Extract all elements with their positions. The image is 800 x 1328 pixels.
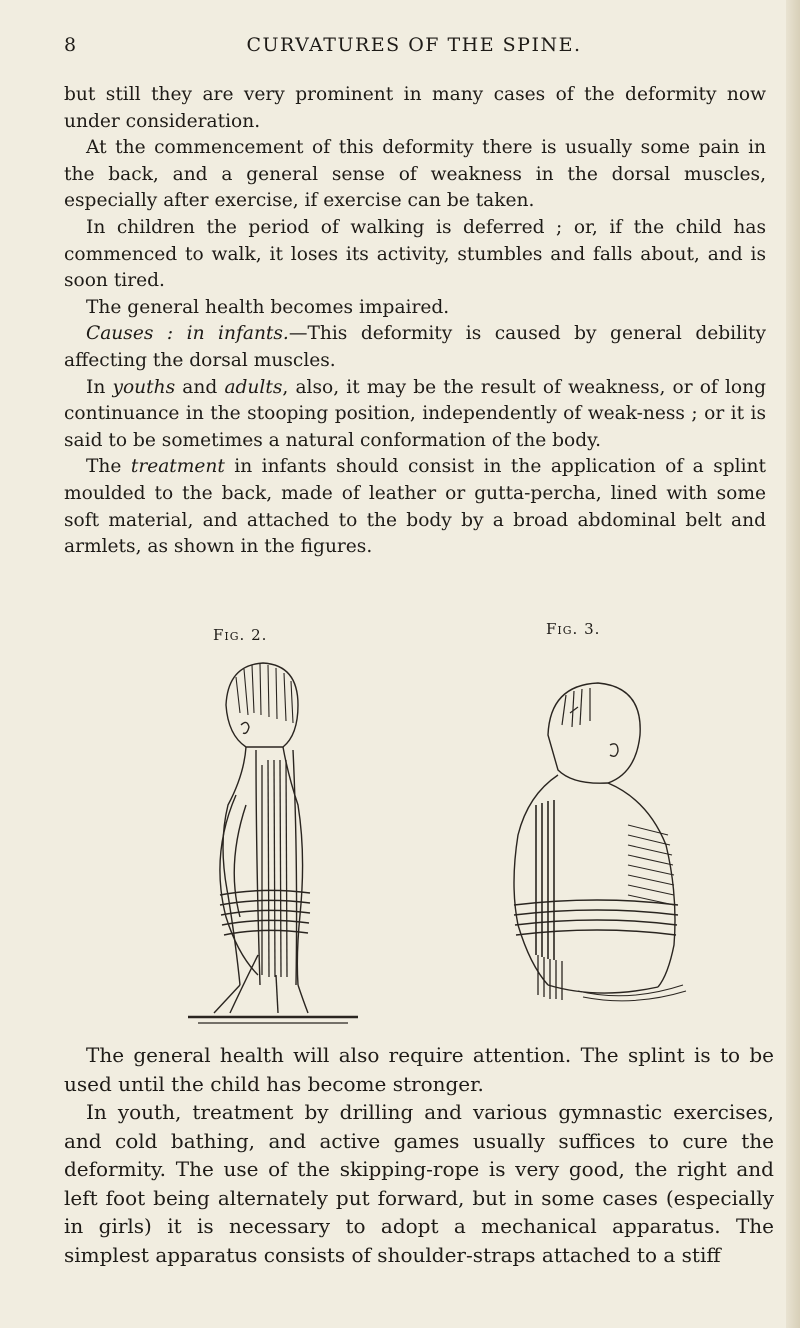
adults-term: adults — [224, 376, 283, 398]
youths-pre: In — [86, 376, 113, 398]
paragraph: The general health becomes impaired. — [86, 296, 450, 318]
paragraph-causes — [64, 321, 766, 374]
body-text-bottom — [64, 1041, 774, 1269]
running-title: CURVATURES OF THE SPINE. — [246, 34, 582, 56]
figure-2-illustration — [148, 655, 368, 1030]
paragraph: At the commencement of this deformity there is usually some pain in the back, and a general sense of weakness in the dorsal muscles, especially after exercise, if exercise can be taken. — [64, 137, 766, 212]
paragraph: In children the period of walking is deferred ; or, if the child has commenced to walk, it loses its activity, stumbles and falls about, and is soon tired. — [64, 216, 766, 292]
paragraph: The general health will also require attention. The splint is to be used until the child has become stronger. — [64, 1043, 774, 1096]
page-edge-shadow — [786, 0, 800, 1328]
body-text-top — [64, 82, 766, 561]
paragraph: In youth, treatment by drilling and various gymnastic exercises, and cold bathing, and active games usually suffices to cure the deformity. The use of the skipping-rope is very good, the right and left foot being alternately put forward, but in some cases (especially in girls) it is necessary to adopt a mechanical apparatus. The simplest apparatus consists of shoulder-straps attached to a stiff — [64, 1100, 774, 1267]
paragraph: but still they are very prominent in many cases of the deformity now under consideration. — [64, 84, 766, 132]
youths-text: , also, it may be the result of weakness, or of long continuance in the stooping position, independently of weak-ness ; or it is said to be sometimes a natural conformation of the body. — [64, 376, 766, 451]
youths-term: youths — [112, 376, 176, 398]
treatment-term: treatment — [130, 456, 225, 478]
paragraph-treatment — [64, 454, 766, 560]
page-header — [64, 34, 764, 62]
figure-3-label: Fig. 3. — [546, 620, 601, 638]
page-number: 8 — [64, 34, 78, 56]
paragraph-youths — [64, 375, 766, 455]
causes-text: —This deformity is caused by general debility affecting the dorsal muscles. — [64, 323, 766, 371]
treatment-pre: The — [86, 456, 131, 478]
figure-2-label: Fig. 2. — [213, 626, 268, 644]
youths-mid: and — [175, 376, 225, 398]
figure-3-illustration — [478, 655, 708, 1025]
treatment-text: in infants should consist in the application of a splint moulded to the back, made of leather or gutta-percha, lined with some soft material, and attached to the body by a broad abdominal belt and armlets, as shown in the figures. — [64, 456, 767, 558]
causes-lead: Causes : in infants. — [86, 323, 289, 345]
